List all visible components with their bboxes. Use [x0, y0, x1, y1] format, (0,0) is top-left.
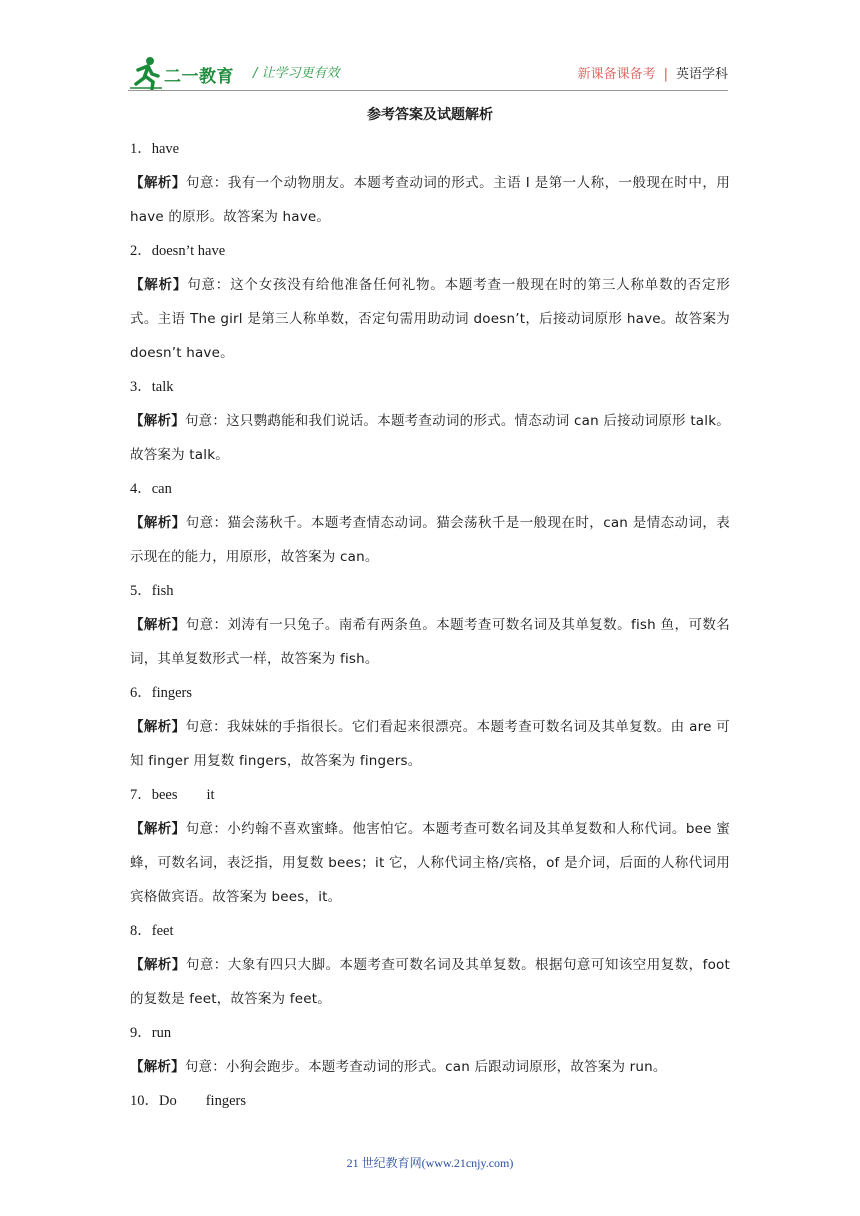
header-divider: [128, 90, 728, 91]
analysis-tag: 【解析】: [130, 821, 186, 837]
analysis-tag: 【解析】: [130, 957, 186, 973]
analysis-tag: 【解析】: [130, 277, 188, 293]
answer-list: [130, 132, 730, 1118]
answer-item: [130, 914, 730, 1016]
answer-line: 7．bees it: [130, 787, 215, 803]
logo-text: 二一教育: [164, 67, 234, 87]
answer-item: [130, 1084, 730, 1118]
answer-line: 9．run: [130, 1025, 172, 1041]
analysis-tag: 【解析】: [130, 413, 185, 429]
analysis-paragraph: [130, 608, 730, 676]
answer-item: [130, 574, 730, 676]
analysis-text: 句意：这只鹦鹉能和我们说话。本题考查动词的形式。情态动词 can 后接动词原形 talk。故答案为 talk。: [130, 413, 730, 463]
answer-item: [130, 370, 730, 472]
analysis-text: 句意：小狗会跑步。本题考查动词的形式。can 后跟动词原形，故答案为 run。: [184, 1059, 667, 1075]
header-subject-label: 英语学科: [675, 67, 728, 82]
answer-line: 4．can: [130, 481, 172, 497]
analysis-tag: 【解析】: [130, 719, 186, 735]
analysis-paragraph: [130, 812, 730, 914]
page-header: [128, 52, 728, 92]
answer-item: [130, 472, 730, 574]
answer-item: [130, 778, 730, 914]
answer-item: [130, 234, 730, 370]
header-course-label: 新课备课备考: [577, 67, 656, 82]
answer-line: 8．feet: [130, 923, 174, 939]
analysis-text: 句意：我妹妹的手指很长。它们看起来很漂亮。本题考查可数名词及其单复数。由 are 可知 finger 用复数 fingers，故答案为 fingers。: [130, 719, 730, 769]
analysis-text: 句意：大象有四只大脚。本题考查可数名词及其单复数。根据句意可知该空用复数，foot 的复数是 feet，故答案为 feet。: [130, 957, 730, 1007]
page-footer: 21 世纪教育网(www.21cnjy.com): [346, 1156, 514, 1170]
runner-logo-icon: [128, 56, 164, 90]
answer-item: [130, 676, 730, 778]
header-separator: |: [663, 67, 668, 82]
analysis-paragraph: [130, 506, 730, 574]
analysis-paragraph: [130, 1050, 730, 1084]
answer-line: 3．talk: [130, 379, 174, 395]
analysis-text: 句意：猫会荡秋千。本题考查情态动词。猫会荡秋千是一般现在时，can 是情态动词，表示现在的能力，用原形，故答案为 can。: [130, 515, 730, 565]
analysis-text: 句意：这个女孩没有给他准备任何礼物。本题考查一般现在时的第三人称单数的否定形式。主语 The girl 是第三人称单数，否定句需用助动词 doesn’t，后接动词原形 have。故答案为 doesn’t have。: [130, 277, 730, 361]
answer-line: 5．fish: [130, 583, 174, 599]
slogan: / 让学习更有效: [253, 66, 340, 81]
analysis-tag: 【解析】: [130, 1059, 185, 1075]
analysis-paragraph: [130, 404, 730, 472]
page-title: 参考答案及试题解析: [367, 107, 493, 123]
analysis-text: 句意：刘涛有一只兔子。南希有两条鱼。本题考查可数名词及其单复数。fish 鱼，可数名词，其单复数形式一样，故答案为 fish。: [130, 617, 730, 667]
answer-item: [130, 132, 730, 234]
answer-line: 1．have: [130, 141, 180, 157]
analysis-paragraph: [130, 268, 730, 370]
analysis-text: 句意：小约翰不喜欢蜜蜂。他害怕它。本题考查可数名词及其单复数和人称代词。bee 蜜蜂，可数名词，表泛指，用复数 bees；it 它，人称代词主格/宾格，of 是介词，后面的人称代词用宾格做宾语。故答案为 bees，it。: [130, 821, 730, 905]
analysis-tag: 【解析】: [130, 515, 186, 531]
analysis-paragraph: [130, 166, 730, 234]
analysis-tag: 【解析】: [130, 175, 186, 191]
answer-line: 6．fingers: [130, 685, 193, 701]
answer-line: 10．Do fingers: [130, 1093, 246, 1109]
logo: [128, 56, 240, 90]
analysis-paragraph: [130, 948, 730, 1016]
analysis-paragraph: [130, 710, 730, 778]
answer-line: 2．doesn’t have: [130, 243, 226, 259]
analysis-text: 句意：我有一个动物朋友。本题考查动词的形式。主语 I 是第一人称，一般现在时中，用 have 的原形。故答案为 have。: [130, 175, 730, 225]
header-subject-info: [578, 63, 728, 82]
answer-item: [130, 1016, 730, 1084]
analysis-tag: 【解析】: [130, 617, 186, 633]
